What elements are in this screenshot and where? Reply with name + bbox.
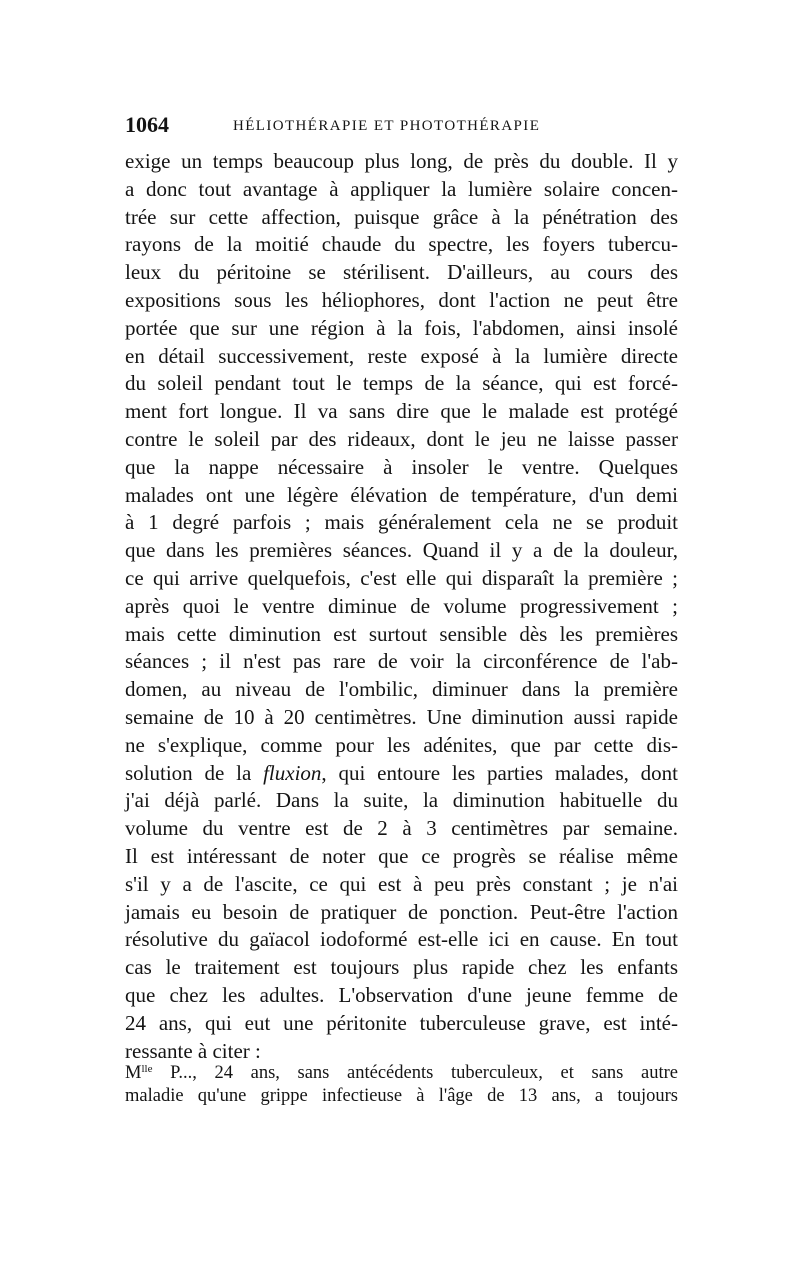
note-text-segment: P..., 24 ans, sans antécédents tuberculeux, et sans autre [152,1063,678,1083]
text-line: ce qui arrive quelquefois, c'est elle qui disparaît la première ; [125,565,678,590]
body-paragraph [125,148,678,1065]
text-line: que la nappe nécessaire à insoler le ventre. Quelques [125,454,678,479]
note-superscript: lle [141,1063,153,1075]
text-segment: solution de la [125,760,252,785]
page-header [125,110,678,140]
text-line: rayons de la moitié chaude du spectre, les foyers tubercu- [125,232,678,257]
page-number: 1064 [125,112,169,137]
text-line: domen, au niveau de l'ombilic, diminuer dans la première [125,677,678,702]
text-line: trée sur cette affection, puisque grâce à la pénétration des [125,204,678,229]
text-line: à 1 degré parfois ; mais généralement cela ne se produit [125,510,678,535]
text-line: du soleil pendant tout le temps de la séance, qui est forcé- [125,371,678,396]
text-line: volume du ventre est de 2 à 3 centimètres par semaine. [125,816,678,841]
text-line: que dans les premières séances. Quand il y a de la douleur, [125,538,678,563]
text-line: j'ai déjà parlé. Dans la suite, la diminution habituelle du [125,788,678,813]
text-line: ment fort longue. Il va sans dire que le malade est protégé [125,399,678,424]
observation-note [125,1062,678,1107]
text-line: ressante à citer : [125,1038,261,1063]
text-line: séances ; il n'est pas rare de voir la circonférence de l'ab- [125,649,678,674]
text-line: expositions sous les héliophores, dont l'action ne peut être [125,287,678,312]
text-line: malades ont une légère élévation de température, d'un demi [125,482,678,507]
text-line-with-italic [125,760,678,788]
text-line: contre le soleil par des rideaux, dont le jeu ne laisse passer [125,426,678,451]
text-line: 24 ans, qui eut une péritonite tuberculeuse grave, est inté- [125,1010,678,1035]
text-line: résolutive du gaïacol iodoformé est-elle ici en cause. En tout [125,927,678,952]
text-line: en détail successivement, reste exposé à la lumière directe [125,343,678,368]
text-line: mais cette diminution est surtout sensible dès les premières [125,621,678,646]
text-line: après quoi le ventre diminue de volume progressivement ; [125,593,678,618]
text-line: a donc tout avantage à appliquer la lumière solaire concen- [125,176,678,201]
italic-term-fluxion: fluxion [263,760,322,785]
note-line [125,1062,678,1085]
text-segment: , qui entoure les parties malades, dont [321,760,679,785]
note-line: maladie qu'une grippe infectieuse à l'âge de 13 ans, a toujours [125,1085,678,1106]
text-line: que chez les adultes. L'observation d'une jeune femme de [125,982,678,1007]
text-line: semaine de 10 à 20 centimètres. Une diminution aussi rapide [125,704,678,729]
text-line: ne s'explique, comme pour les adénites, que par cette dis- [125,732,678,757]
text-line: leux du péritoine se stérilisent. D'ailleurs, au cours des [125,260,678,285]
note-prefix: M [125,1063,142,1083]
text-line: portée que sur une région à la fois, l'abdomen, ainsi insolé [125,315,678,340]
text-line: jamais eu besoin de pratiquer de ponction. Peut-être l'action [125,899,678,924]
text-line: Il est intéressant de noter que ce progrès se réalise même [125,843,678,868]
text-line: exige un temps beaucoup plus long, de près du double. Il y [125,149,678,173]
text-line: s'il y a de l'ascite, ce qui est à peu près constant ; je n'ai [125,871,678,896]
running-title: HÉLIOTHÉRAPIE ET PHOTOTHÉRAPIE [233,118,541,134]
text-line: cas le traitement est toujours plus rapide chez les enfants [125,955,678,980]
